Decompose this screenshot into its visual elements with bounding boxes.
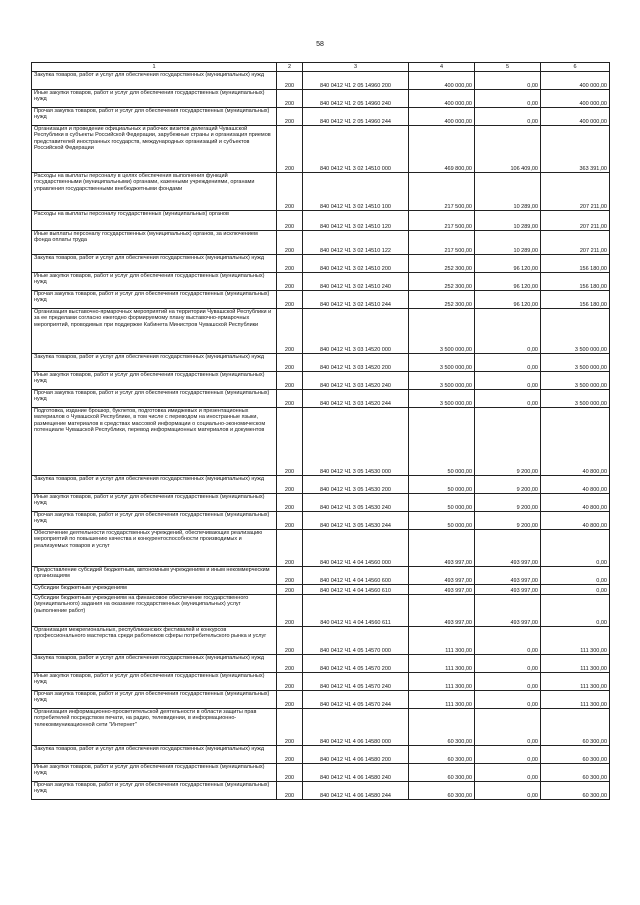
- row-name-cell: Обеспечение деятельности государственных учреждений, обеспечивающих реализацию мероприятий по повышению качества и конкурентоспособности производимых и реализуемых товаров и услуг: [32, 530, 277, 567]
- table-row: [32, 530, 610, 567]
- row-amount-cell: 9 200,00: [475, 512, 541, 530]
- row-amount-cell: 111 300,00: [541, 673, 610, 691]
- row-col2-cell: 200: [277, 90, 303, 108]
- row-amount-cell: 60 300,00: [541, 746, 610, 764]
- row-code-cell: 840 0412 Ч1 2 05 14960 240: [303, 90, 409, 108]
- row-amount-cell: 40 800,00: [541, 512, 610, 530]
- column-header: 1: [32, 63, 277, 72]
- row-col2-cell: 200: [277, 567, 303, 585]
- row-code-cell: 840 0412 Ч1 4 05 14570 244: [303, 691, 409, 709]
- table-row: [32, 108, 610, 126]
- row-amount-cell: 60 300,00: [541, 782, 610, 800]
- row-amount-cell: 3 500 000,00: [541, 309, 610, 354]
- row-amount-cell: 111 300,00: [541, 655, 610, 673]
- row-name-cell: Закупка товаров, работ и услуг для обеспечения государственных (муниципальных) нужд: [32, 255, 277, 273]
- row-amount-cell: 3 500 000,00: [541, 372, 610, 390]
- table-row: [32, 512, 610, 530]
- row-name-cell: Иные закупки товаров, работ и услуг для обеспечения государственных (муниципальных) нужд: [32, 494, 277, 512]
- column-header: 3: [303, 63, 409, 72]
- table-row: [32, 494, 610, 512]
- row-name-cell: Иные закупки товаров, работ и услуг для обеспечения государственных (муниципальных) нужд: [32, 764, 277, 782]
- row-amount-cell: 0,00: [541, 530, 610, 567]
- row-amount-cell: 3 500 000,00: [409, 354, 475, 372]
- row-col2-cell: 200: [277, 408, 303, 476]
- row-code-cell: 840 0412 Ч1 3 03 14520 244: [303, 390, 409, 408]
- row-amount-cell: 96 120,00: [475, 291, 541, 309]
- row-amount-cell: 0,00: [475, 390, 541, 408]
- table-row: [32, 709, 610, 746]
- row-name-cell: Субсидии бюджетным учреждениям на финансовое обеспечение государственного (муниципального) задания на оказание государственных (муниципальных) услуг (выполнение работ): [32, 595, 277, 627]
- row-amount-cell: 50 000,00: [409, 476, 475, 494]
- row-amount-cell: 207 211,00: [541, 231, 610, 255]
- row-name-cell: Расходы на выплаты персоналу государственных (муниципальных) органов: [32, 211, 277, 231]
- row-amount-cell: 493 997,00: [409, 595, 475, 627]
- row-code-cell: 840 0412 Ч1 4 04 14560 610: [303, 585, 409, 595]
- row-amount-cell: 0,00: [475, 108, 541, 126]
- table-row: [32, 408, 610, 476]
- row-amount-cell: 3 500 000,00: [541, 390, 610, 408]
- row-amount-cell: 0,00: [475, 782, 541, 800]
- row-name-cell: Прочая закупка товаров, работ и услуг для обеспечения государственных (муниципальных) нужд: [32, 390, 277, 408]
- table-row: [32, 585, 610, 595]
- column-header: 4: [409, 63, 475, 72]
- row-amount-cell: 50 000,00: [409, 512, 475, 530]
- row-code-cell: 840 0412 Ч1 4 06 14580 240: [303, 764, 409, 782]
- row-amount-cell: 0,00: [475, 764, 541, 782]
- table-row: [32, 126, 610, 173]
- row-code-cell: 840 0412 Ч1 3 05 14530 240: [303, 494, 409, 512]
- table-row: [32, 655, 610, 673]
- row-code-cell: 840 0412 Ч1 4 06 14580 244: [303, 782, 409, 800]
- row-amount-cell: 0,00: [475, 372, 541, 390]
- row-col2-cell: 200: [277, 512, 303, 530]
- row-code-cell: 840 0412 Ч1 3 05 14530 200: [303, 476, 409, 494]
- row-amount-cell: 40 800,00: [541, 476, 610, 494]
- table-row: [32, 72, 610, 90]
- row-col2-cell: 200: [277, 354, 303, 372]
- table-row: [32, 354, 610, 372]
- row-name-cell: Иные закупки товаров, работ и услуг для обеспечения государственных (муниципальных) нужд: [32, 372, 277, 390]
- row-amount-cell: 0,00: [541, 595, 610, 627]
- row-amount-cell: 493 997,00: [475, 585, 541, 595]
- row-code-cell: 840 0412 Ч1 3 05 14530 244: [303, 512, 409, 530]
- row-amount-cell: 400 000,00: [409, 72, 475, 90]
- row-amount-cell: 252 300,00: [409, 273, 475, 291]
- row-amount-cell: 9 200,00: [475, 494, 541, 512]
- table-row: [32, 764, 610, 782]
- row-amount-cell: 111 300,00: [541, 691, 610, 709]
- row-code-cell: 840 0412 Ч1 4 04 14560 000: [303, 530, 409, 567]
- table-row: [32, 627, 610, 655]
- row-amount-cell: 0,00: [475, 354, 541, 372]
- row-amount-cell: 10 289,00: [475, 211, 541, 231]
- row-amount-cell: 3 500 000,00: [541, 354, 610, 372]
- row-amount-cell: 252 300,00: [409, 255, 475, 273]
- row-name-cell: Прочая закупка товаров, работ и услуг для обеспечения государственных (муниципальных) нужд: [32, 512, 277, 530]
- row-amount-cell: 217 500,00: [409, 173, 475, 211]
- row-code-cell: 840 0412 Ч1 4 04 14560 611: [303, 595, 409, 627]
- row-code-cell: 840 0412 Ч1 3 02 14510 100: [303, 173, 409, 211]
- row-amount-cell: 10 289,00: [475, 173, 541, 211]
- row-col2-cell: 200: [277, 372, 303, 390]
- row-code-cell: 840 0412 Ч1 3 05 14530 000: [303, 408, 409, 476]
- row-amount-cell: 60 300,00: [409, 709, 475, 746]
- row-amount-cell: 111 300,00: [409, 673, 475, 691]
- row-amount-cell: 60 300,00: [409, 746, 475, 764]
- row-amount-cell: 9 200,00: [475, 476, 541, 494]
- row-amount-cell: 106 409,00: [475, 126, 541, 173]
- row-col2-cell: 200: [277, 595, 303, 627]
- row-amount-cell: 493 997,00: [409, 585, 475, 595]
- row-amount-cell: 469 800,00: [409, 126, 475, 173]
- row-amount-cell: 493 997,00: [475, 530, 541, 567]
- row-amount-cell: 0,00: [475, 746, 541, 764]
- row-code-cell: 840 0412 Ч1 4 06 14580 000: [303, 709, 409, 746]
- row-amount-cell: 0,00: [541, 567, 610, 585]
- row-amount-cell: 400 000,00: [541, 108, 610, 126]
- row-col2-cell: 200: [277, 782, 303, 800]
- row-code-cell: 840 0412 Ч1 3 02 14510 122: [303, 231, 409, 255]
- row-amount-cell: 217 500,00: [409, 211, 475, 231]
- row-amount-cell: 3 500 000,00: [409, 372, 475, 390]
- row-amount-cell: 111 300,00: [409, 691, 475, 709]
- row-name-cell: Иные закупки товаров, работ и услуг для обеспечения государственных (муниципальных) нужд: [32, 273, 277, 291]
- row-col2-cell: 200: [277, 494, 303, 512]
- table-row: [32, 90, 610, 108]
- row-name-cell: Организация информационно-просветительской деятельности в области защиты прав потребителей посредством печати, на радио, телевидении, в информационно-телекоммуникационной сети "Интернет": [32, 709, 277, 746]
- row-code-cell: 840 0412 Ч1 3 03 14520 200: [303, 354, 409, 372]
- row-code-cell: 840 0412 Ч1 3 02 14510 120: [303, 211, 409, 231]
- row-amount-cell: 3 500 000,00: [409, 390, 475, 408]
- row-col2-cell: 200: [277, 126, 303, 173]
- row-amount-cell: 96 120,00: [475, 255, 541, 273]
- table-row: [32, 567, 610, 585]
- budget-table: [31, 62, 610, 800]
- row-amount-cell: 60 300,00: [409, 764, 475, 782]
- table-row: [32, 255, 610, 273]
- row-amount-cell: 493 997,00: [475, 595, 541, 627]
- row-col2-cell: 200: [277, 709, 303, 746]
- row-col2-cell: 200: [277, 655, 303, 673]
- row-code-cell: 840 0412 Ч1 3 03 14520 000: [303, 309, 409, 354]
- row-amount-cell: 0,00: [475, 673, 541, 691]
- row-code-cell: 840 0412 Ч1 4 06 14580 200: [303, 746, 409, 764]
- row-amount-cell: 10 289,00: [475, 231, 541, 255]
- row-amount-cell: 156 180,00: [541, 255, 610, 273]
- row-amount-cell: 9 200,00: [475, 408, 541, 476]
- row-code-cell: 840 0412 Ч1 3 02 14510 240: [303, 273, 409, 291]
- row-code-cell: 840 0412 Ч1 4 05 14570 200: [303, 655, 409, 673]
- row-code-cell: 840 0412 Ч1 3 02 14510 244: [303, 291, 409, 309]
- row-amount-cell: 111 300,00: [409, 655, 475, 673]
- row-amount-cell: 207 211,00: [541, 211, 610, 231]
- row-amount-cell: 40 800,00: [541, 494, 610, 512]
- table-row: [32, 782, 610, 800]
- row-col2-cell: 200: [277, 291, 303, 309]
- table-row: [32, 746, 610, 764]
- row-col2-cell: 200: [277, 673, 303, 691]
- row-name-cell: Организация и проведение официальных и рабочих визитов делегаций Чувашской Республики в субъекты Российской Федерации, зарубежные страны и организация приемов представителей иностранных государств, международных организаций и субъектов Российской Федерации: [32, 126, 277, 173]
- table-header-row: [32, 63, 610, 72]
- row-amount-cell: 50 000,00: [409, 408, 475, 476]
- row-name-cell: Расходы на выплаты персоналу в целях обеспечения выполнения функций государственными (муниципальными) органами, казенными учреждениями, органами управления государственными внебюджетными фондами: [32, 173, 277, 211]
- row-amount-cell: 493 997,00: [409, 530, 475, 567]
- row-name-cell: Закупка товаров, работ и услуг для обеспечения государственных (муниципальных) нужд: [32, 72, 277, 90]
- row-amount-cell: 111 300,00: [541, 627, 610, 655]
- table-row: [32, 291, 610, 309]
- row-col2-cell: 200: [277, 764, 303, 782]
- row-col2-cell: 200: [277, 390, 303, 408]
- row-name-cell: Организация межрегиональных, республиканских фестивалей и конкурсов профессионального мастерства среди работников сферы потребительского рынка и услуг: [32, 627, 277, 655]
- table-row: [32, 390, 610, 408]
- row-amount-cell: 50 000,00: [409, 494, 475, 512]
- row-amount-cell: 400 000,00: [409, 108, 475, 126]
- row-col2-cell: 200: [277, 211, 303, 231]
- column-header: 5: [475, 63, 541, 72]
- row-col2-cell: 200: [277, 173, 303, 211]
- row-amount-cell: 400 000,00: [409, 90, 475, 108]
- row-name-cell: Иные закупки товаров, работ и услуг для обеспечения государственных (муниципальных) нужд: [32, 90, 277, 108]
- row-name-cell: Закупка товаров, работ и услуг для обеспечения государственных (муниципальных) нужд: [32, 655, 277, 673]
- row-amount-cell: 400 000,00: [541, 90, 610, 108]
- row-code-cell: 840 0412 Ч1 3 03 14520 240: [303, 372, 409, 390]
- row-name-cell: Подготовка, издание брошюр, буклетов, подготовка имиджевых и презентационных материалов о Чувашской Республике, в том числе с переводом на иностранные языки, размещение материалов в средствах массовой информации о социально-экономическом потенциале Чувашской Республики, перевод информационных материалов и документов: [32, 408, 277, 476]
- row-amount-cell: 0,00: [475, 90, 541, 108]
- row-amount-cell: 493 997,00: [475, 567, 541, 585]
- row-amount-cell: 0,00: [475, 72, 541, 90]
- row-amount-cell: 156 180,00: [541, 273, 610, 291]
- row-amount-cell: 60 300,00: [541, 709, 610, 746]
- row-amount-cell: 111 300,00: [409, 627, 475, 655]
- row-amount-cell: 96 120,00: [475, 273, 541, 291]
- table-row: [32, 372, 610, 390]
- row-amount-cell: 493 997,00: [409, 567, 475, 585]
- row-code-cell: 840 0412 Ч1 2 05 14960 244: [303, 108, 409, 126]
- row-name-cell: Организация выставочно-ярмарочных мероприятий на территории Чувашской Республики и за ее пределами согласно ежегодно формируемому плану выставочно-ярмарочных мероприятий, проводимых при поддержке Кабинета Министров Чувашской Республики: [32, 309, 277, 354]
- row-amount-cell: 0,00: [541, 585, 610, 595]
- row-col2-cell: 200: [277, 255, 303, 273]
- table-row: [32, 173, 610, 211]
- row-amount-cell: 252 300,00: [409, 291, 475, 309]
- row-name-cell: Прочая закупка товаров, работ и услуг для обеспечения государственных (муниципальных) нужд: [32, 108, 277, 126]
- row-amount-cell: 207 211,00: [541, 173, 610, 211]
- row-col2-cell: 200: [277, 309, 303, 354]
- row-name-cell: Прочая закупка товаров, работ и услуг для обеспечения государственных (муниципальных) нужд: [32, 291, 277, 309]
- table-row: [32, 211, 610, 231]
- row-amount-cell: 217 500,00: [409, 231, 475, 255]
- row-col2-cell: 200: [277, 72, 303, 90]
- row-name-cell: Прочая закупка товаров, работ и услуг для обеспечения государственных (муниципальных) нужд: [32, 691, 277, 709]
- row-name-cell: Иные выплаты персоналу государственных (муниципальных) органов, за исключением фонда оплаты труда: [32, 231, 277, 255]
- table-body: [32, 72, 610, 800]
- row-amount-cell: 0,00: [475, 709, 541, 746]
- row-col2-cell: 200: [277, 627, 303, 655]
- column-header: 2: [277, 63, 303, 72]
- row-name-cell: Иные закупки товаров, работ и услуг для обеспечения государственных (муниципальных) нужд: [32, 673, 277, 691]
- row-col2-cell: 200: [277, 691, 303, 709]
- row-amount-cell: 60 300,00: [409, 782, 475, 800]
- table-row: [32, 595, 610, 627]
- table-row: [32, 309, 610, 354]
- table-row: [32, 476, 610, 494]
- row-code-cell: 840 0412 Ч1 2 05 14960 200: [303, 72, 409, 90]
- row-amount-cell: 0,00: [475, 309, 541, 354]
- row-col2-cell: 200: [277, 231, 303, 255]
- row-col2-cell: 200: [277, 476, 303, 494]
- row-amount-cell: 0,00: [475, 655, 541, 673]
- table-row: [32, 231, 610, 255]
- row-name-cell: Предоставление субсидий бюджетным, автономным учреждениям и иным некоммерческим организациям: [32, 567, 277, 585]
- row-name-cell: Прочая закупка товаров, работ и услуг для обеспечения государственных (муниципальных) нужд: [32, 782, 277, 800]
- column-header: 6: [541, 63, 610, 72]
- row-col2-cell: 200: [277, 585, 303, 595]
- row-name-cell: Субсидии бюджетным учреждениям: [32, 585, 277, 595]
- table-row: [32, 673, 610, 691]
- row-col2-cell: 200: [277, 273, 303, 291]
- row-amount-cell: 3 500 000,00: [409, 309, 475, 354]
- row-col2-cell: 200: [277, 530, 303, 567]
- row-code-cell: 840 0412 Ч1 4 04 14560 600: [303, 567, 409, 585]
- row-name-cell: Закупка товаров, работ и услуг для обеспечения государственных (муниципальных) нужд: [32, 354, 277, 372]
- table-row: [32, 691, 610, 709]
- row-name-cell: Закупка товаров, работ и услуг для обеспечения государственных (муниципальных) нужд: [32, 476, 277, 494]
- page-number: 58: [316, 41, 324, 48]
- row-code-cell: 840 0412 Ч1 4 05 14570 000: [303, 627, 409, 655]
- row-code-cell: 840 0412 Ч1 3 02 14510 000: [303, 126, 409, 173]
- row-amount-cell: 40 800,00: [541, 408, 610, 476]
- row-amount-cell: 60 300,00: [541, 764, 610, 782]
- row-amount-cell: 0,00: [475, 691, 541, 709]
- row-code-cell: 840 0412 Ч1 4 05 14570 240: [303, 673, 409, 691]
- row-col2-cell: 200: [277, 746, 303, 764]
- table-row: [32, 273, 610, 291]
- row-amount-cell: 400 000,00: [541, 72, 610, 90]
- row-amount-cell: 0,00: [475, 627, 541, 655]
- row-name-cell: Закупка товаров, работ и услуг для обеспечения государственных (муниципальных) нужд: [32, 746, 277, 764]
- row-amount-cell: 363 391,00: [541, 126, 610, 173]
- row-amount-cell: 156 180,00: [541, 291, 610, 309]
- row-col2-cell: 200: [277, 108, 303, 126]
- row-code-cell: 840 0412 Ч1 3 02 14510 200: [303, 255, 409, 273]
